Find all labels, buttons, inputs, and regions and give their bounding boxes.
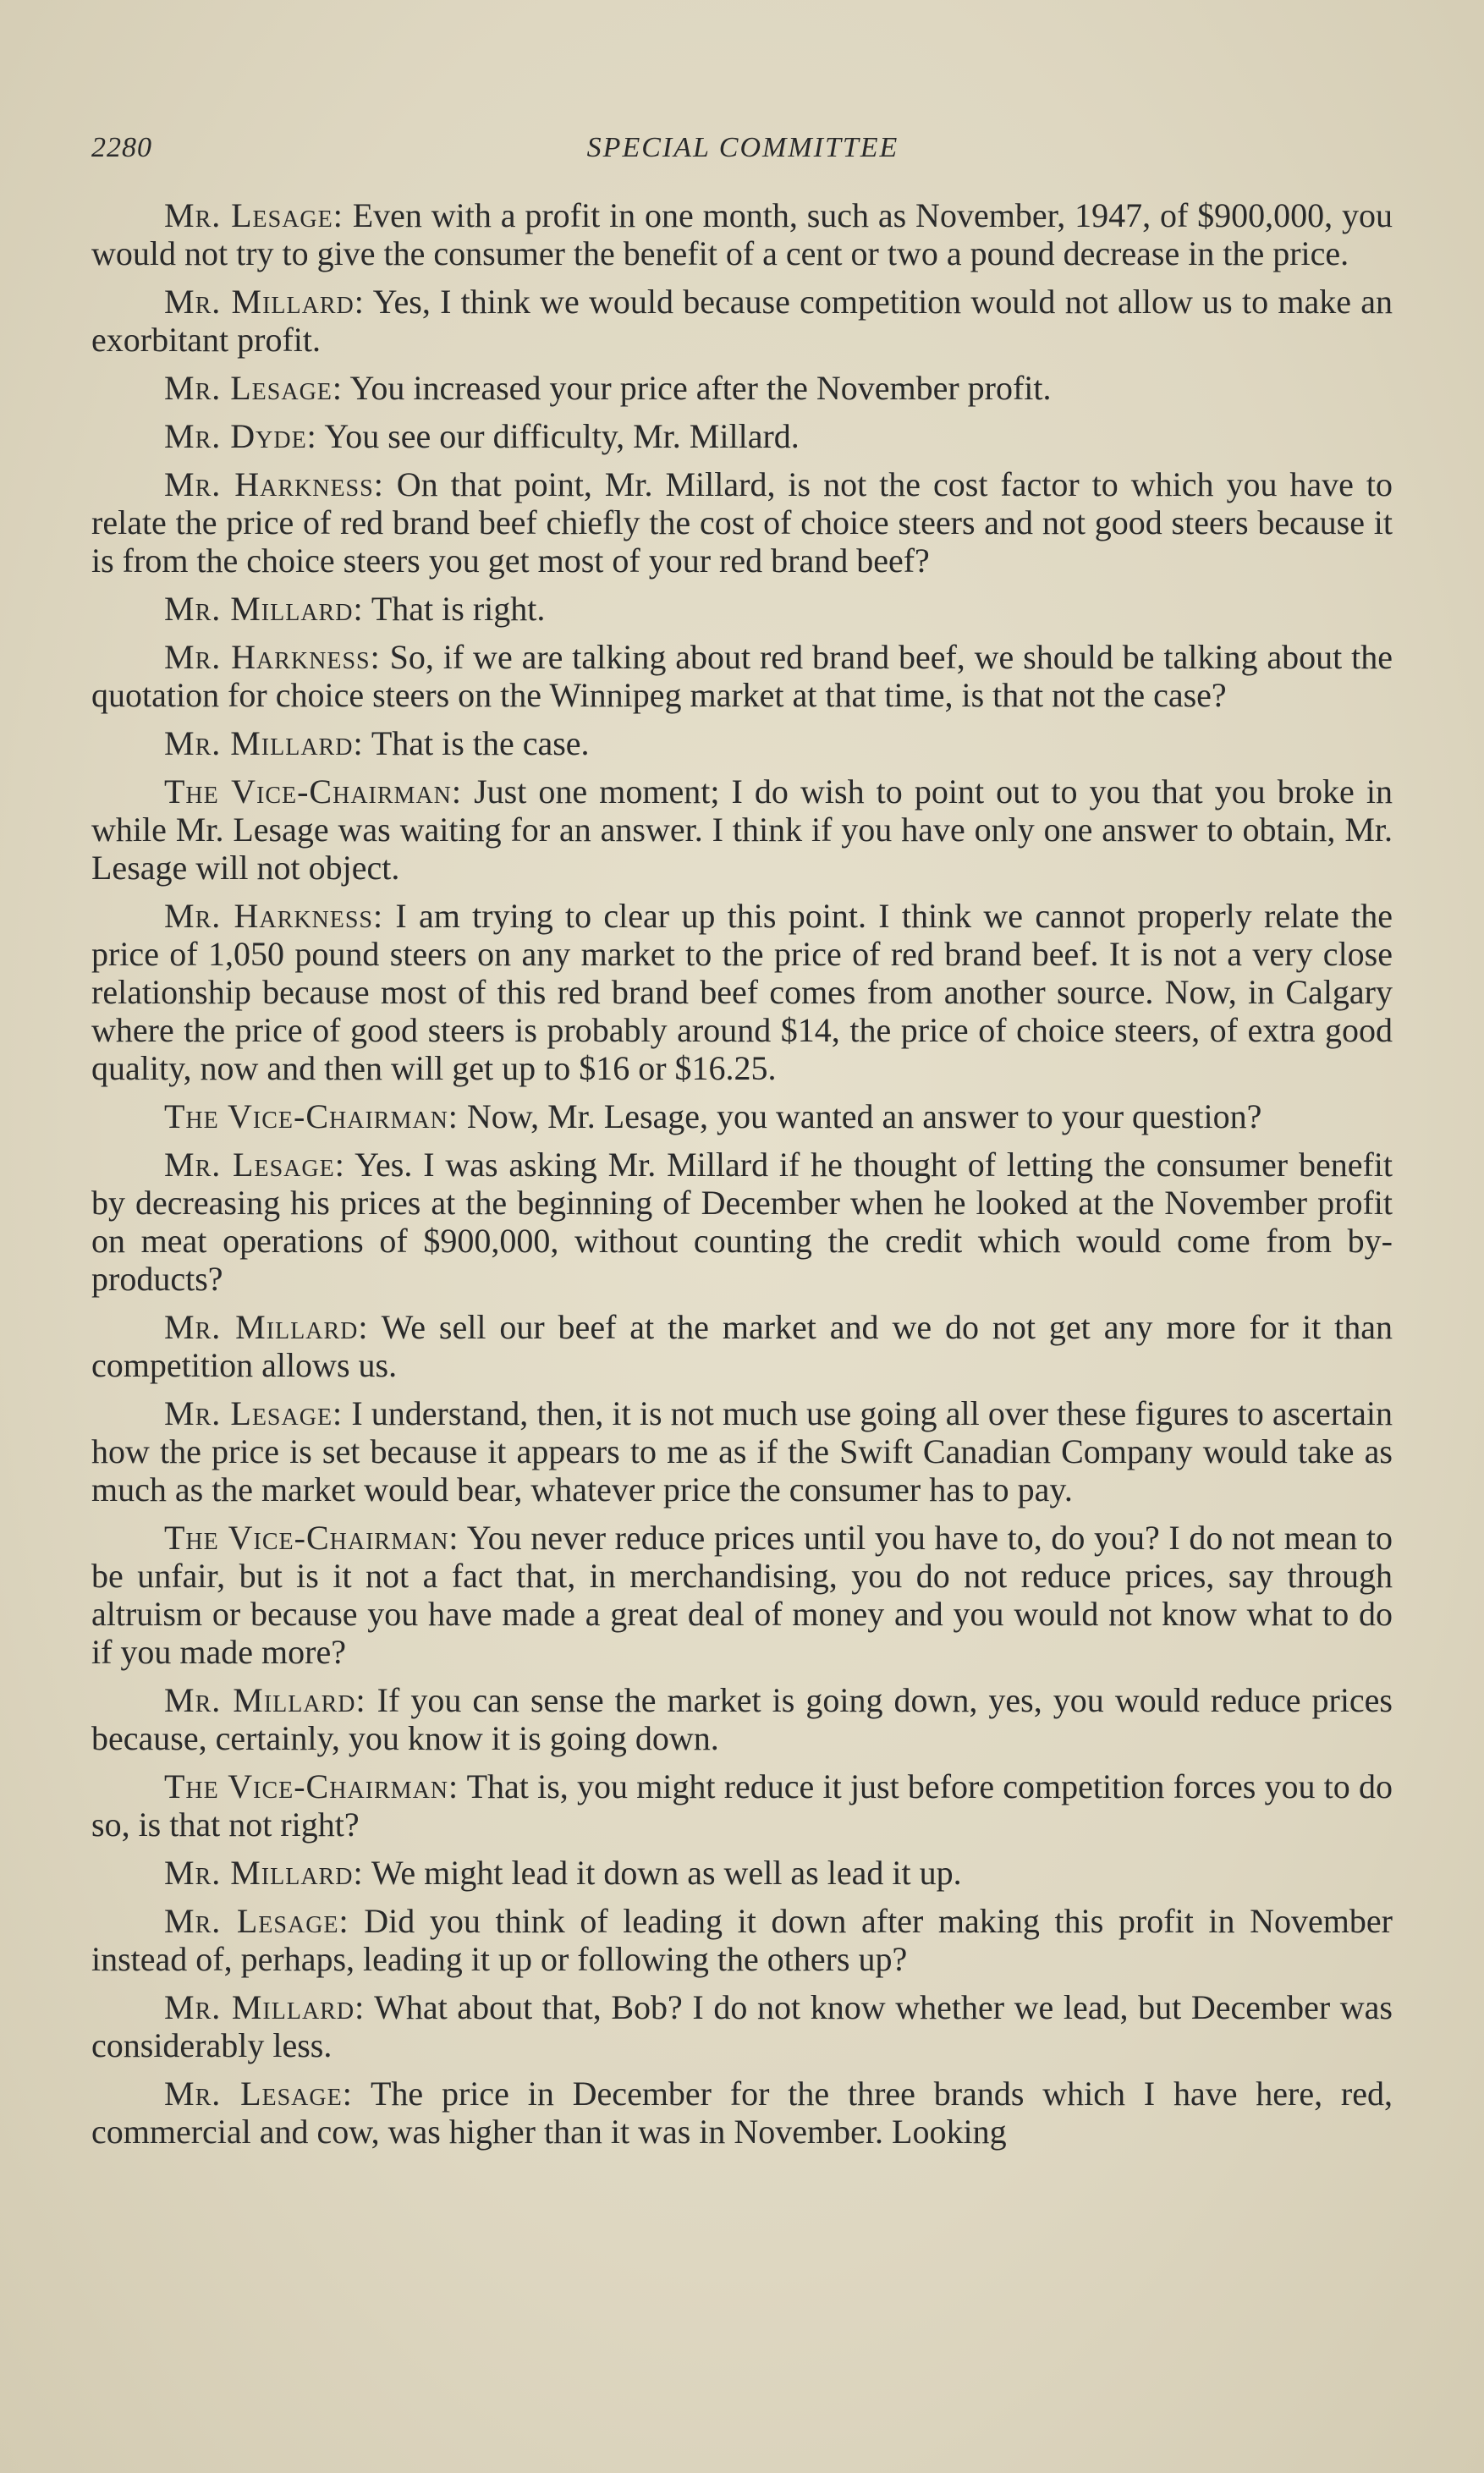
transcript-paragraph [91, 1097, 1393, 1135]
speech-text: Even with a profit in one month, such as November, 1947, of $900,000, you would not try to give the consumer the benefit of a cent or two a pound decrease in the price. [91, 196, 1393, 272]
page-header [91, 127, 1394, 178]
speech-text: You never reduce prices until you have to, do you? I do not mean to be unfair, but is it not a fact that, in merchandising, you do not reduce prices, say through altruism or because you have made a great deal of money and you would not know what to do if you made more? [91, 1519, 1393, 1671]
transcript-paragraph [91, 1308, 1393, 1384]
speaker-name: Mr. Millard: [164, 1854, 364, 1892]
transcript-paragraph [91, 196, 1393, 272]
transcript-paragraph [91, 283, 1393, 359]
transcript-paragraph [91, 417, 1393, 455]
speaker-name: Mr. Millard: [164, 1681, 366, 1719]
transcript-paragraph [91, 590, 1393, 628]
speech-text: That is the case. [371, 724, 590, 762]
speech-text: On that point, Mr. Millard, is not the cost factor to which you have to relate the price of red brand beef chiefly the cost of choice steers and not good steers because it is from the choice steers you get most of your red brand beef? [91, 465, 1393, 580]
transcript-paragraph [91, 1854, 1393, 1892]
speech-text: Did you think of leading it down after making this profit in November instead of, perhaps, leading it up or following the others up? [91, 1902, 1393, 1978]
transcript-paragraph [91, 1681, 1393, 1757]
speaker-name: Mr. Millard: [164, 1308, 369, 1346]
transcript-paragraph [91, 897, 1393, 1087]
transcript-paragraph [91, 1519, 1393, 1671]
transcript-paragraph [91, 369, 1393, 407]
speech-text: That is, you might reduce it just before competition forces you to do so, is that not right? [91, 1767, 1393, 1844]
speaker-name: Mr. Lesage: [164, 1902, 349, 1940]
speaker-name: Mr. Harkness: [164, 638, 381, 676]
transcript-paragraph [91, 1767, 1393, 1844]
speaker-name: Mr. Dyde: [164, 417, 317, 455]
speaker-name: Mr. Lesage: [164, 2075, 353, 2113]
speaker-name: The Vice-Chairman: [164, 1519, 459, 1557]
speaker-name: Mr. Millard: [164, 590, 364, 628]
speech-text: I am trying to clear up this point. I think we cannot properly relate the price of 1,050 pound steers on any market to the price of red brand beef. It is not a very close relationship because most of this red brand beef comes from another source. Now, in Calgary where the price of good steers is probably around $14, the price of choice steers, of extra good quality, now and then will get up to $16 or $16.25. [91, 897, 1393, 1087]
speech-text: If you can sense the market is going down, yes, you would reduce prices because, certainly, you know it is going down. [91, 1681, 1393, 1757]
speech-text: We sell our beef at the market and we do not get any more for it than competition allows us. [91, 1308, 1393, 1384]
speech-text: We might lead it down as well as lead it up. [371, 1854, 962, 1892]
speaker-name: Mr. Harkness: [164, 465, 384, 503]
speech-text: I understand, then, it is not much use going all over these figures to ascertain how the price is set because it appears to me as if the Swift Canadian Company would take as much as the market would bear, whatever price the consumer has to pay. [91, 1394, 1393, 1509]
speech-text: Now, Mr. Lesage, you wanted an answer to your question? [466, 1097, 1262, 1135]
transcript-paragraph [91, 1988, 1393, 2064]
speech-text: What about that, Bob? I do not know whether we lead, but December was considerably less. [91, 1988, 1393, 2064]
transcript-paragraph [91, 772, 1393, 887]
speaker-name: Mr. Lesage: [164, 1394, 344, 1432]
transcript-paragraph [91, 465, 1393, 580]
transcript-body [91, 196, 1393, 2161]
speech-text: So, if we are talking about red brand beef, we should be talking about the quotation for choice steers on the Winnipeg market at that time, is that not the case? [91, 638, 1393, 714]
speaker-name: Mr. Lesage: [164, 1146, 345, 1184]
speaker-name: Mr. Millard: [164, 724, 364, 762]
speaker-name: The Vice-Chairman: [164, 1767, 459, 1805]
transcript-paragraph [91, 2075, 1393, 2151]
speech-text: Yes, I think we would because competition would not allow us to make an exorbitant profit. [91, 283, 1393, 359]
running-title: SPECIAL COMMITTEE [586, 132, 899, 163]
speaker-name: Mr. Millard: [164, 1988, 366, 2026]
transcript-paragraph [91, 1146, 1393, 1298]
transcript-paragraph [91, 1394, 1393, 1509]
transcript-paragraph [91, 724, 1393, 762]
speech-text: Yes. I was asking Mr. Millard if he thought of letting the consumer benefit by decreasing his prices at the beginning of December when he looked at the November profit on meat operations of $900,000, without counting the credit which would come from by-products? [91, 1146, 1393, 1298]
speech-text: The price in December for the three brands which I have here, red, commercial and cow, was higher than it was in November. Looking [91, 2075, 1393, 2151]
transcript-paragraph [91, 638, 1393, 714]
speech-text: You increased your price after the November profit. [349, 369, 1052, 407]
page-number: 2280 [91, 132, 152, 163]
transcript-paragraph [91, 1902, 1393, 1978]
speaker-name: Mr. Harkness: [164, 897, 384, 935]
speech-text: You see our difficulty, Mr. Millard. [324, 417, 800, 455]
speech-text: That is right. [371, 590, 546, 628]
speaker-name: Mr. Lesage: [164, 369, 344, 407]
speaker-name: The Vice-Chairman: [164, 772, 462, 811]
speaker-name: Mr. Millard: [164, 283, 365, 321]
speaker-name: The Vice-Chairman: [164, 1097, 459, 1135]
speech-text: Just one moment; I do wish to point out to you that you broke in while Mr. Lesage was waiting for an answer. I think if you have only one answer to obtain, Mr. Lesage will not object. [91, 772, 1393, 887]
speaker-name: Mr. Lesage: [164, 196, 344, 234]
